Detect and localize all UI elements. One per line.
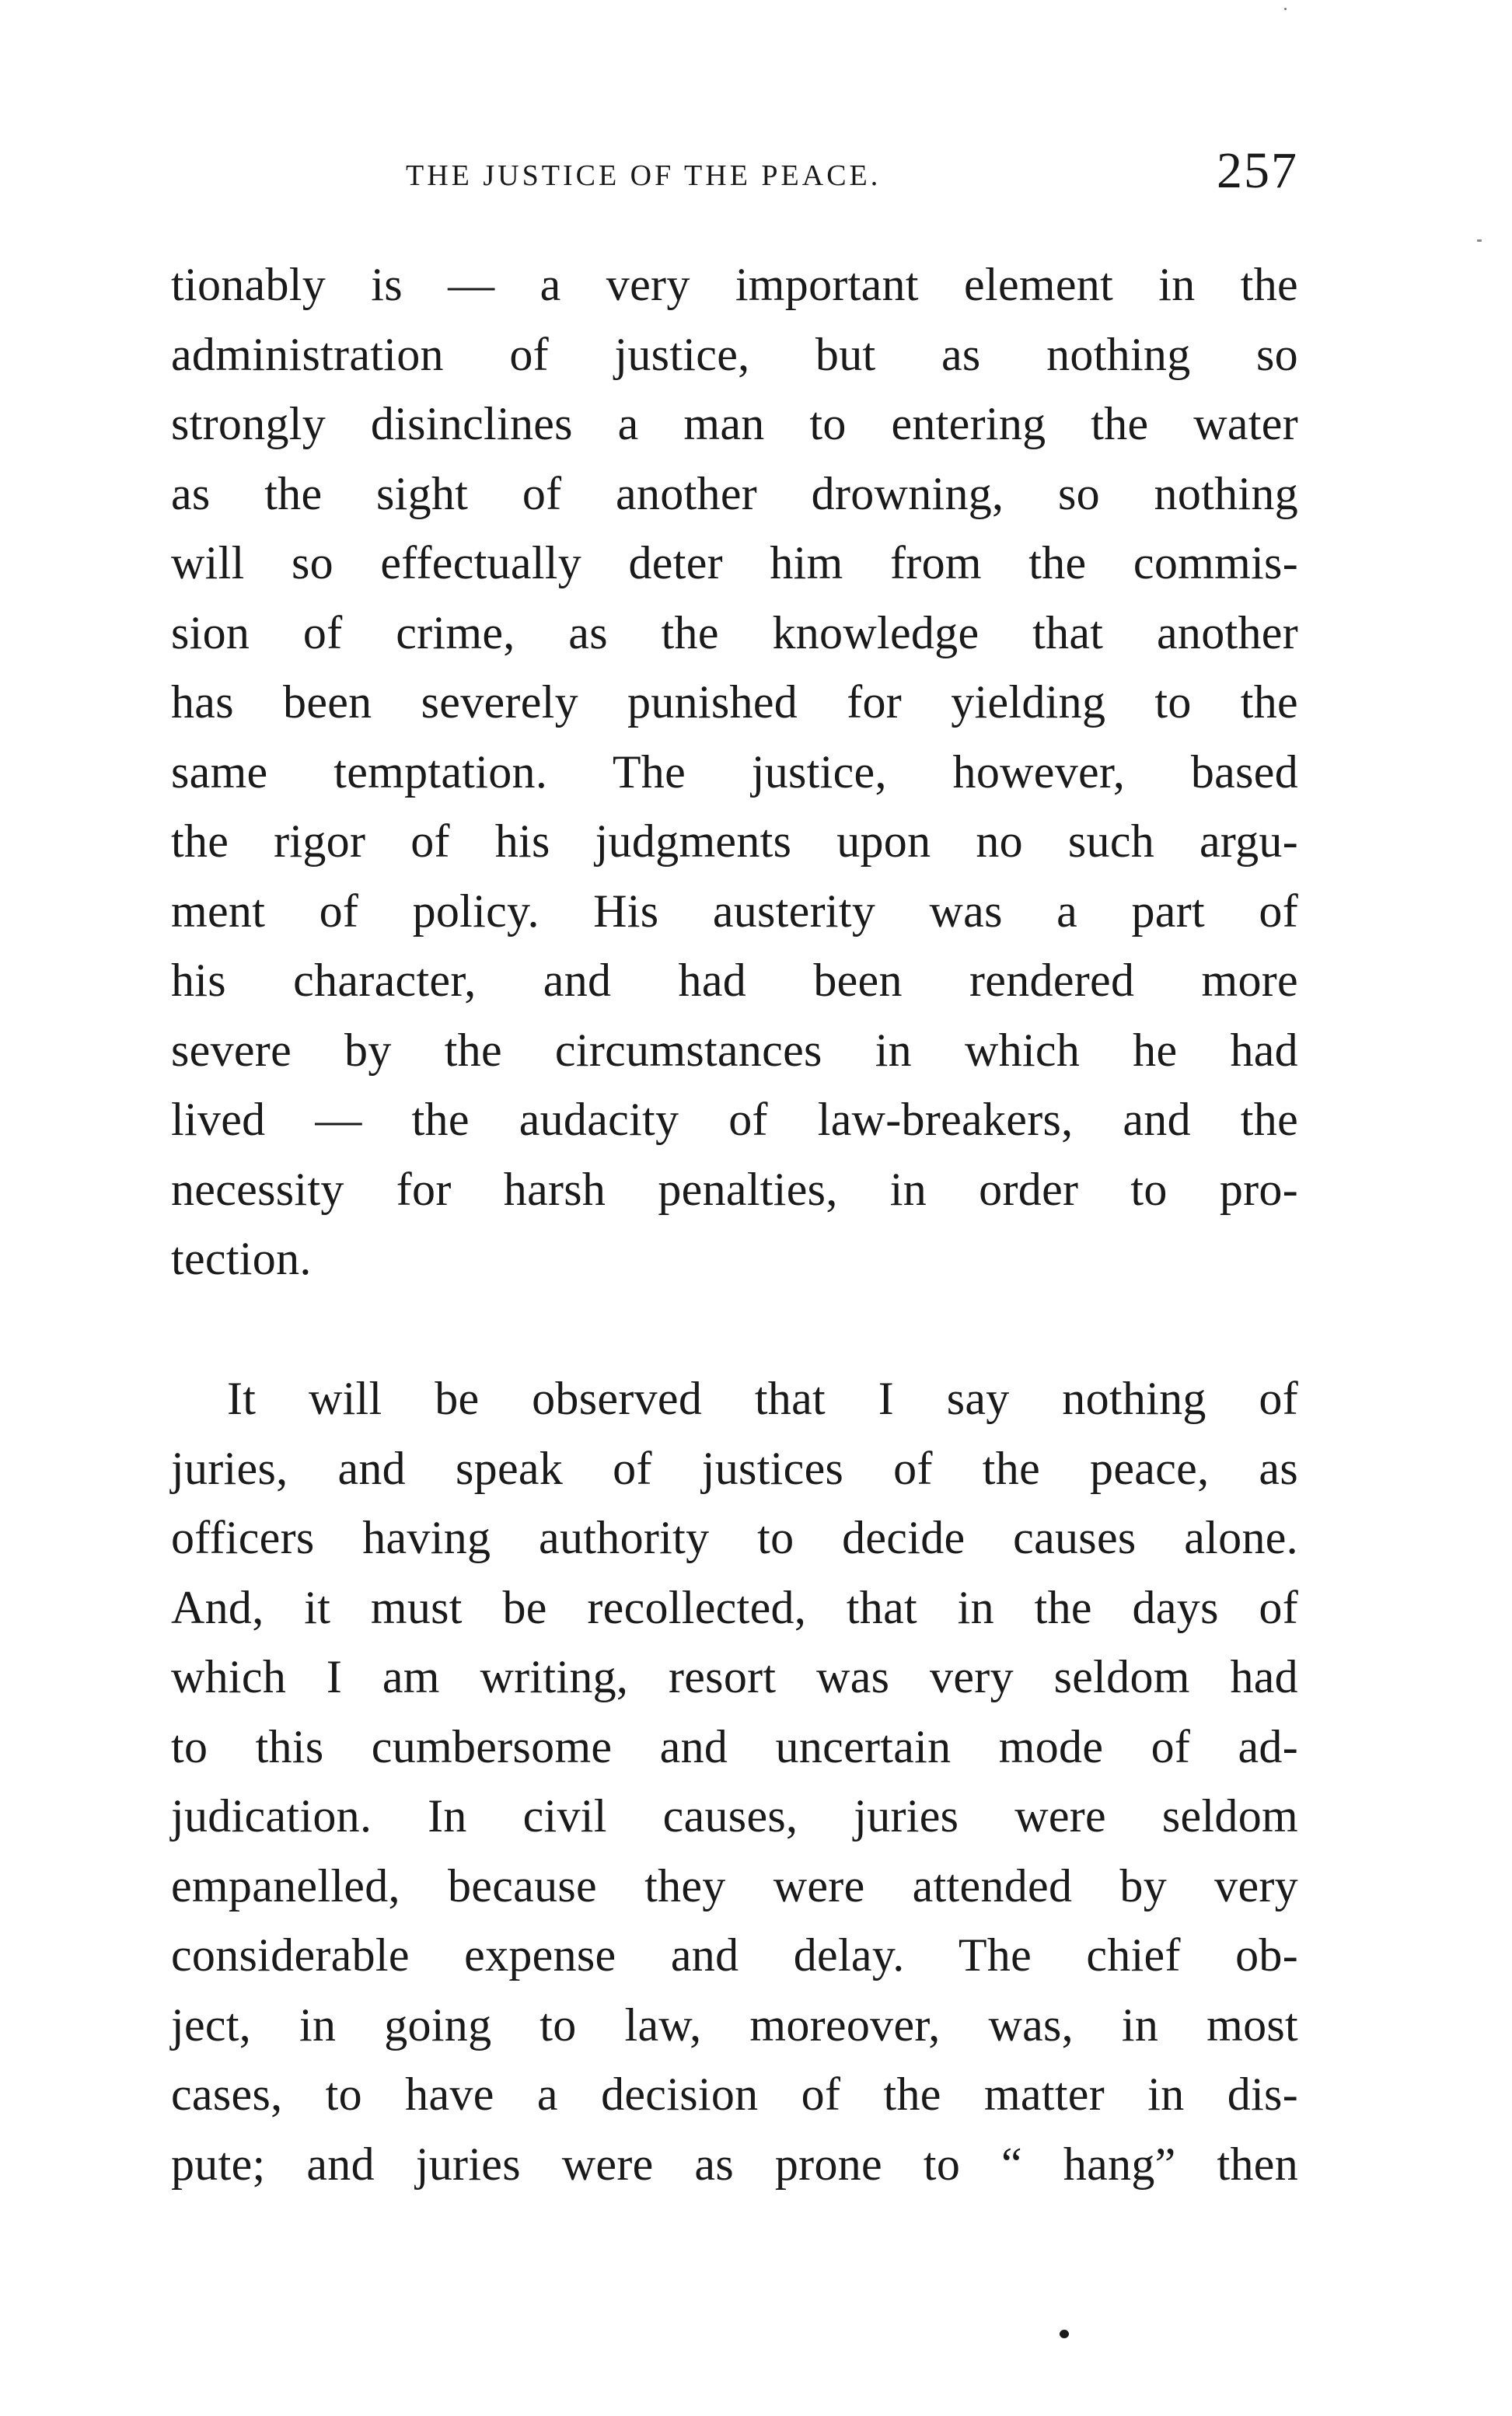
text-line: tionably is — a very important element in the xyxy=(171,259,1298,310)
text-line: same temptation. The justice, however, based xyxy=(171,745,1298,798)
text-line: administration of justice, but as nothing so xyxy=(171,328,1298,380)
paragraph-1 xyxy=(171,250,1298,1294)
text-line: strongly disinclines a man to entering the water xyxy=(171,398,1298,449)
ink-speck xyxy=(1284,8,1287,10)
text-line: pute; and juries were as prone to “ hang” then xyxy=(171,2138,1298,2190)
text-line: to this cumbersome and uncertain mode of ad- xyxy=(171,1720,1298,1772)
text-line: sion of crime, as the knowledge that another xyxy=(171,606,1298,658)
text-line: officers having authority to decide causes alone. xyxy=(171,1512,1298,1563)
running-title: THE JUSTICE OF THE PEACE. xyxy=(406,159,882,192)
text-line: as the sight of another drowning, so nothing xyxy=(171,467,1298,519)
ink-speck xyxy=(1477,239,1482,242)
text-line: considerable expense and delay. The chief ob- xyxy=(171,1929,1298,1981)
running-head xyxy=(171,141,1298,204)
page-number: 257 xyxy=(1217,142,1298,199)
text-line: juries, and speak of justices of the peace, as xyxy=(171,1442,1298,1494)
text-line: ment of policy. His austerity was a part of xyxy=(171,885,1298,937)
text-line: judication. In civil causes, juries were seldom xyxy=(171,1790,1298,1842)
text-line: the rigor of his judgments upon no such argu- xyxy=(171,815,1298,867)
text-line: his character, and had been rendered more xyxy=(171,955,1298,1006)
text-line: severe by the circumstances in which he had xyxy=(171,1024,1298,1076)
paragraph-2 xyxy=(171,1364,1298,2199)
text-line: which I am writing, resort was very seldom had xyxy=(171,1651,1298,1702)
text-line: cases, to have a decision of the matter in dis- xyxy=(171,2069,1298,2120)
text-line: It will be observed that I say nothing of xyxy=(227,1373,1298,1424)
text-line: empanelled, because they were attended by very xyxy=(171,1859,1298,1912)
text-line: ject, in going to law, moreover, was, in most xyxy=(171,1999,1298,2051)
text-line: has been severely punished for yielding to the xyxy=(171,676,1298,728)
text-line: will so effectually deter him from the commis- xyxy=(171,537,1298,588)
text-line: necessity for harsh penalties, in order to pro- xyxy=(171,1163,1298,1215)
text-line: tection. xyxy=(171,1233,312,1284)
ink-speck xyxy=(1060,2330,1069,2338)
text-line: And, it must be recollected, that in the days of xyxy=(171,1581,1298,1633)
text-line: lived — the audacity of law-breakers, and the xyxy=(171,1094,1298,1145)
